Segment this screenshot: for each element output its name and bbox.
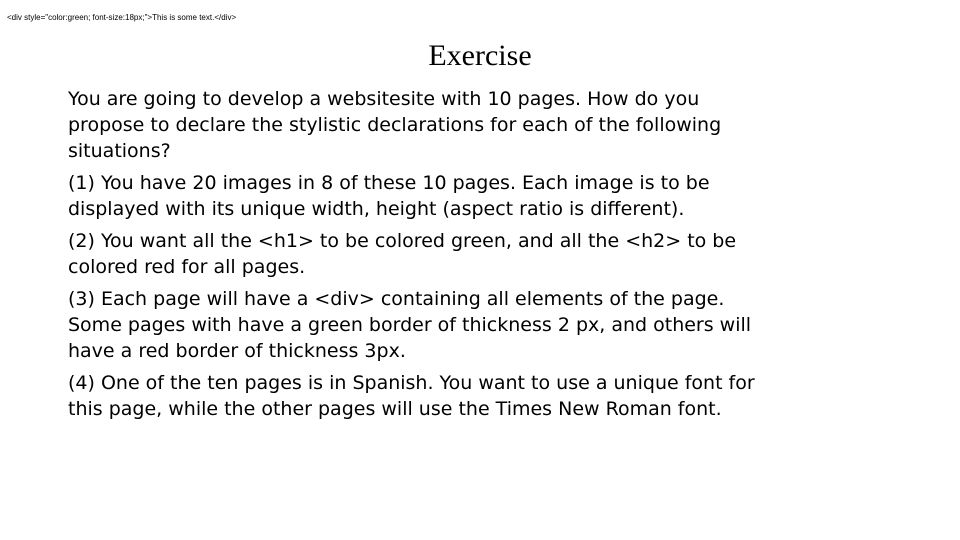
question-1-paragraph [68, 170, 908, 222]
text-line: displayed with its unique width, height (aspect ratio is different). [68, 198, 685, 220]
text-line: You are going to develop a websitesite with 10 pages. How do you [68, 88, 700, 110]
question-2-paragraph [68, 228, 908, 280]
intro-paragraph [68, 86, 908, 164]
text-line: propose to declare the stylistic declarations for each of the following [68, 114, 722, 136]
text-line: this page, while the other pages will use the Times New Roman font. [68, 398, 722, 420]
code-snippet-text: <div style="color:green; font-size:18px;">This is some text.</div> [7, 13, 237, 22]
question-4-paragraph [68, 370, 908, 422]
slide-body [68, 86, 908, 428]
text-line: have a red border of thickness 3px. [68, 340, 406, 362]
text-line: (4) One of the ten pages is in Spanish. You want to use a unique font for [68, 372, 755, 394]
text-line: (2) You want all the <h1> to be colored green, and all the <h2> to be [68, 230, 737, 252]
text-line: colored red for all pages. [68, 256, 306, 278]
text-line: (3) Each page will have a <div> containing all elements of the page. [68, 288, 725, 310]
text-line: situations? [68, 140, 171, 162]
slide-title: Exercise [428, 39, 532, 72]
text-line: (1) You have 20 images in 8 of these 10 pages. Each image is to be [68, 172, 710, 194]
text-line: Some pages with have a green border of thickness 2 px, and others will [68, 314, 752, 336]
question-3-paragraph [68, 286, 908, 364]
